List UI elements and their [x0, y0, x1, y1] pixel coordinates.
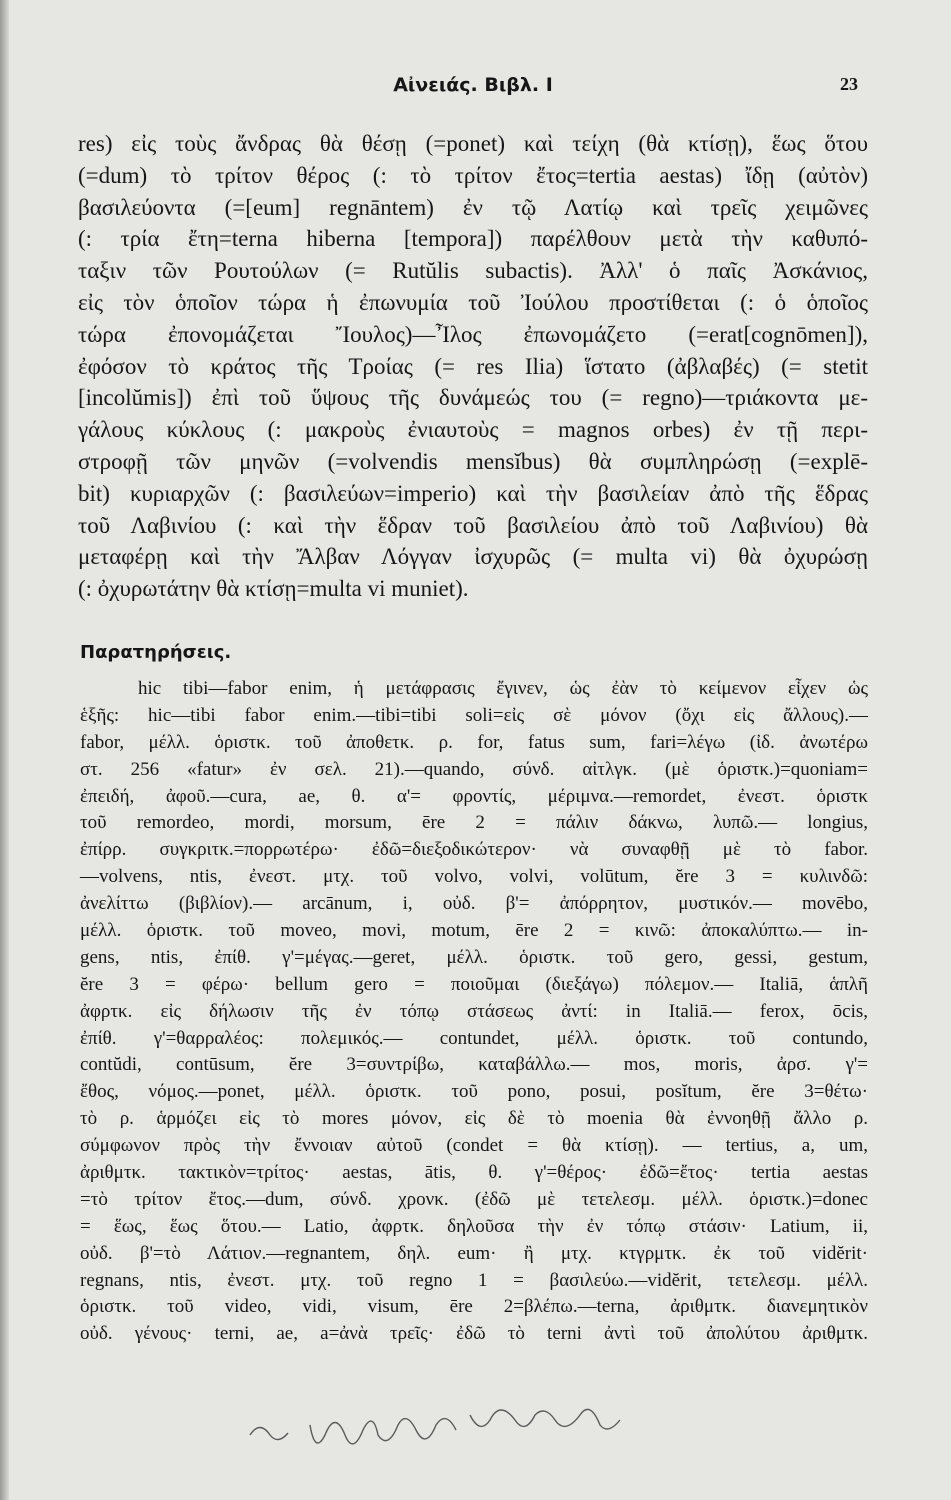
text-line: ἐφόσον τὸ κράτος τῆς Τροίας (= res Ilia) ἵστατο (ἀβλαβές) (= stetit [78, 353, 868, 379]
note-line: οὐδ. β'=τὸ Λάτιον.—regnantem, δηλ. eum· ἢ μτχ. κτγρμτκ. ἐκ τοῦ vidĕrit· [80, 1242, 868, 1264]
note-line: = ἕως, ἕως ὅτου.— Latio, ἀφρτκ. δηλοῦσα τὴν ἐν τόπῳ στάσιν· Latium, ii, [80, 1215, 868, 1237]
note-line: ἐπίρρ. συγκριτκ.=πορρωτέρω· ἐδῶ=διεξοδικώτερον· νὰ συναφθῇ μὲ τὸ fabor. [80, 839, 868, 861]
note-line: ἀνελίττω (βιβλίον).— arcānum, i, οὐδ. β'= ἀπόρρητον, μυστικόν.— movēbo, [80, 893, 868, 915]
note-line: gens, ntis, ἐπίθ. γ'=μέγας.—geret, μέλλ. ὁριστκ. τοῦ gero, gessi, gestum, [80, 946, 868, 968]
notes-heading: Παρατηρήσεις. [80, 642, 232, 663]
running-title: Αἰνειάς. Βιβλ. I [393, 74, 553, 96]
note-line: τὸ ρ. ἁρμόζει εἰς τὸ mores μόνον, εἰς δὲ τὸ moenia θὰ ἐννοηθῇ ἄλλο ρ. [80, 1108, 868, 1130]
handwritten-scribble [240, 1395, 660, 1465]
translation-paragraph [78, 128, 868, 605]
text-line: (=dum) τὸ τρίτον θέρος (: τὸ τρίτον ἔτος=tertia aestas) ἴδῃ (αὐτὸν) [78, 162, 868, 188]
text-line: res) εἰς τοὺς ἄνδρας θὰ θέσῃ (=ponet) καὶ τείχη (θὰ κτίσῃ), ἕως ὅτου [78, 131, 868, 156]
note-line: ἑξῆς: hic—tibi fabor enim.—tibi=tibi soli=εἰς σὲ μόνον (ὄχι εἰς ἄλλους).— [80, 704, 868, 726]
text-line: (: ὀχυρωτάτην θὰ κτίσῃ=multa vi muniet). [78, 576, 469, 602]
note-line: ἐπειδή, ἀφοῦ.—cura, ae, θ. α'= φροντίς, μέριμνα.—remordet, ἐνεστ. ὁριστκ [80, 785, 868, 807]
text-line: γάλους κύκλους (: μακροὺς ἐνιαυτοὺς = magnos orbes) ἐν τῇ περι- [78, 417, 868, 443]
note-line: στ. 256 «fatur» ἐν σελ. 21).—quando, σύνδ. αἰτλγκ. (μὲ ὁριστκ.)=quoniam= [80, 758, 868, 780]
text-line: μεταφέρῃ καὶ τὴν Ἄλβαν Λόγγαν ἰσχυρῶς (= multa vi) θὰ ὀχυρώσῃ [78, 544, 868, 570]
page-header [78, 70, 868, 100]
note-line: —volvens, ntis, ἐνεστ. μτχ. τοῦ volvo, volvi, volūtum, ĕre 3 = κυλινδῶ: [80, 866, 868, 888]
text-line: [incolŭmis]) ἐπὶ τοῦ ὕψους τῆς δυνάμεώς του (= regno)—τριάκοντα με- [78, 385, 868, 411]
text-line: εἰς τὸν ὁποῖον τώρα ἡ ἐπωνυμία τοῦ Ἰούλου προστίθεται (: ὁ ὁποῖος [78, 289, 868, 315]
page-edge-shadow [0, 0, 9, 1500]
page-number: 23 [840, 74, 858, 94]
note-line: ἐπίθ. γ'=θαρραλέος: πολεμικός.— contundet, μέλλ. ὁριστκ. τοῦ contundo, [80, 1027, 868, 1049]
text-line: τώρα ἐπονομάζεται Ἴουλος)—Ἶλος ἐπωνομάζετο (=erat[cognōmen]), [78, 321, 868, 347]
note-line: σύμφωνον πρὸς τὴν ἔννοιαν αὐτοῦ (condet = θὰ κτίσῃ). — tertius, a, um, [80, 1135, 868, 1157]
note-line: fabor, μέλλ. ὁριστκ. τοῦ ἀποθετκ. ρ. for, fatus sum, fari=λέγω (ἰδ. ἀνωτέρω [80, 731, 868, 753]
note-line: οὐδ. γένους· terni, ae, a=ἀνὰ τρεῖς· ἐδῶ τὸ terni ἀντὶ τοῦ ἀπολύτου ἀριθμτκ. [80, 1323, 868, 1345]
note-line: hic tibi—fabor enim, ἡ μετάφρασις ἔγινεν, ὡς ἐὰν τὸ κείμενον εἶχεν ὡς [138, 678, 868, 699]
note-line: ἔθος, νόμος.—ponet, μέλλ. ὁριστκ. τοῦ pono, posui, posĭtum, ĕre 3=θέτω· [80, 1081, 868, 1103]
note-line: ὁριστκ. τοῦ video, vidi, visum, ēre 2=βλέπω.—terna, ἀριθμτκ. διανεμητικὸν [80, 1296, 868, 1318]
text-line: στροφῇ τῶν μηνῶν (=volvendis mensĭbus) θὰ συμπληρώσῃ (=explē- [78, 448, 868, 474]
text-line: (: τρία ἔτη=terna hiberna [tempora]) παρέλθουν μετὰ τὴν καθυπό- [78, 226, 868, 252]
note-line: μέλλ. ὁριστκ. τοῦ moveo, movi, motum, ēre 2 = κινῶ: ἀποκαλύπτω.— in- [80, 920, 868, 942]
note-line: ἀφρτκ. εἰς δήλωσιν τῆς ἐν τόπῳ στάσεως ἀντί: in Italiā.— ferox, ōcis, [80, 1000, 868, 1022]
note-line: contŭdi, contūsum, ĕre 3=συντρίβω, καταβάλλω.— mos, moris, ἀρσ. γ'= [80, 1054, 868, 1076]
text-line: ταξιν τῶν Ρουτούλων (= Rutŭlis subactis). Ἀλλ' ὁ παῖς Ἀσκάνιος, [78, 258, 868, 284]
note-line: ἀριθμτκ. τακτικὸν=τρίτος· aestas, ātis, θ. γ'=θέρος· ἐδῶ=ἔτος· tertia aestas [80, 1162, 868, 1184]
note-line: regnans, ntis, ἐνεστ. μτχ. τοῦ regno 1 = βασιλεύω.—vidĕrit, τετελεσμ. μέλλ. [80, 1269, 868, 1291]
note-line: τοῦ remordeo, mordi, morsum, ēre 2 = πάλιν δάκνω, λυπῶ.— longius, [80, 812, 868, 834]
text-line: τοῦ Λαβινίου (: καὶ τὴν ἕδραν τοῦ βασιλείου ἀπὸ τοῦ Λαβινίου) θὰ [78, 512, 868, 538]
text-line: bit) κυριαρχῶν (: βασιλεύων=imperio) καὶ τὴν βασιλείαν ἀπὸ τῆς ἕδρας [78, 480, 868, 506]
text-line: βασιλεύοντα (=[eum] regnāntem) ἐν τῷ Λατίῳ καὶ τρεῖς χειμῶνες [78, 194, 868, 220]
note-line: =τὸ τρίτον ἔτος.—dum, σύνδ. χρονκ. (ἐδῶ μὲ τετελεσμ. μέλλ. ὁριστκ.)=donec [80, 1188, 868, 1210]
note-line: ĕre 3 = φέρω· bellum gero = ποιοῦμαι (διεξάγω) πόλεμον.— Italiā, ἁπλῆ [80, 973, 868, 995]
notes-paragraph [80, 676, 868, 1348]
